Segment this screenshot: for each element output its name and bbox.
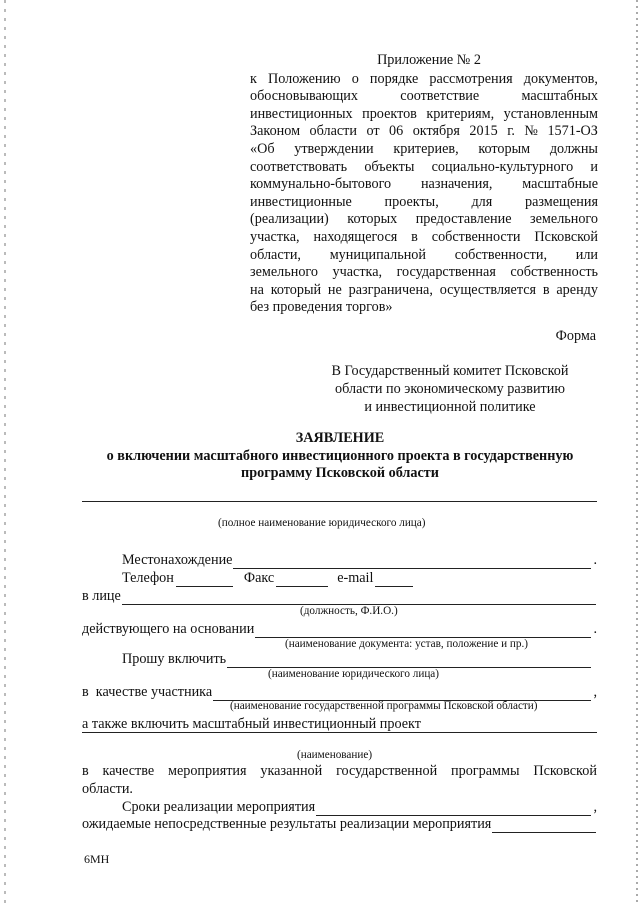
location-row: Местонахождение . [122, 552, 597, 568]
appendix-line: инвестиционных проектов критериям, установленным [250, 105, 598, 122]
acting-basis-label: действующего на основании [82, 621, 255, 637]
also-include-label: а также включить масштабный инвестиционный проект [82, 716, 421, 732]
addressee-line: и инвестиционной политике [364, 399, 536, 415]
also-include-row [82, 716, 597, 733]
appendix-line: области, муниципальной собственности, или [250, 246, 598, 263]
appendix-line: инвестиционные проекты, для размещения [250, 193, 598, 210]
appendix-text [250, 71, 598, 300]
request-row [82, 651, 592, 668]
document-subtitle-line2: программу Псковской области [241, 465, 439, 481]
timeline-label: Сроки реализации мероприятия [122, 799, 316, 815]
appendix-line: коммунально-бытового назначения, масштабные [250, 176, 598, 193]
results-field[interactable] [492, 819, 596, 833]
request-caption: (наименование юридического лица) [268, 668, 439, 680]
location-label: Местонахождение [122, 552, 233, 568]
legal-entity-caption: (полное наименование юридического лица) [218, 517, 426, 529]
appendix-line: «Об утверждении критериев, которым должны [250, 140, 598, 157]
project-field[interactable] [82, 732, 597, 733]
timeline-row: Сроки реализации мероприятия , [122, 799, 597, 815]
participant-field[interactable] [213, 687, 591, 701]
appendix-line: к Положению о порядке рассмотрения документов, [250, 70, 598, 87]
addressee-block [300, 362, 600, 416]
phone-label: Телефон [122, 570, 174, 586]
appendix-line: (реализации) которых предоставление земельного [250, 211, 598, 228]
appendix-line: соответствовать объекты социально-культурного и [250, 158, 598, 175]
acting-basis-field[interactable] [255, 624, 591, 638]
phone-field[interactable] [176, 573, 233, 587]
scan-right-edge [636, 0, 638, 905]
timeline-field[interactable] [316, 802, 591, 816]
project-field-start[interactable] [422, 719, 596, 733]
appendix-line: Законом области от 06 октября 2015 г. № 1571-ОЗ [250, 123, 598, 140]
appendix-line: на который не разграничена, осуществляется в аренду [250, 281, 598, 298]
fax-field[interactable] [276, 573, 328, 587]
participant-label: в качестве участника [82, 684, 213, 700]
fax-label: Факс [243, 570, 275, 586]
represented-by-row [82, 588, 597, 605]
addressee-line: В Государственный комитет Псковской [331, 363, 569, 379]
acting-basis-row: действующего на основании . [82, 621, 597, 637]
appendix-line: участка, находящегося в собственности Псковской [250, 228, 598, 245]
appendix-block [250, 52, 598, 317]
form-label: Форма [555, 328, 596, 344]
footer-code: 6МН [84, 852, 110, 866]
results-label: ожидаемые непосредственные результаты реализации мероприятия [82, 816, 492, 832]
appendix-line: земельного участка, государственная собственность [250, 264, 598, 281]
appendix-last-line: без проведения торгов» [250, 299, 393, 316]
request-field[interactable] [227, 654, 591, 668]
email-label: e-mail [337, 570, 374, 586]
appendix-line: обосновывающих соответствие масштабных [250, 88, 598, 105]
document-subtitle-line1: о включении масштабного инвестиционного проекта в государственную [106, 448, 574, 464]
location-field[interactable] [233, 555, 591, 569]
acting-basis-caption: (наименование документа: устав, положение и пр.) [285, 638, 528, 650]
event-line: в качестве мероприятия указанной государственной программы Псковской [82, 763, 597, 779]
legal-entity-name-field[interactable] [82, 501, 597, 502]
contacts-row [82, 570, 597, 587]
document-title: ЗАЯВЛЕНИЕ [295, 430, 385, 446]
participant-row: в качестве участника , [82, 684, 597, 700]
represented-by-field[interactable] [122, 591, 596, 605]
scan-left-edge [4, 0, 6, 905]
email-field[interactable] [375, 573, 413, 587]
participant-caption: (наименование государственной программы Псковской области) [230, 700, 538, 712]
project-caption: (наименование) [297, 749, 373, 761]
represented-by-label: в лице [82, 588, 121, 604]
event-line-end: области. [82, 781, 133, 797]
addressee-line: области по экономическому развитию [335, 381, 565, 397]
appendix-title: Приложение № 2 [377, 52, 481, 68]
request-label: Прошу включить [122, 651, 227, 667]
results-row [82, 816, 597, 833]
represented-by-caption: (должность, Ф.И.О.) [300, 605, 398, 617]
